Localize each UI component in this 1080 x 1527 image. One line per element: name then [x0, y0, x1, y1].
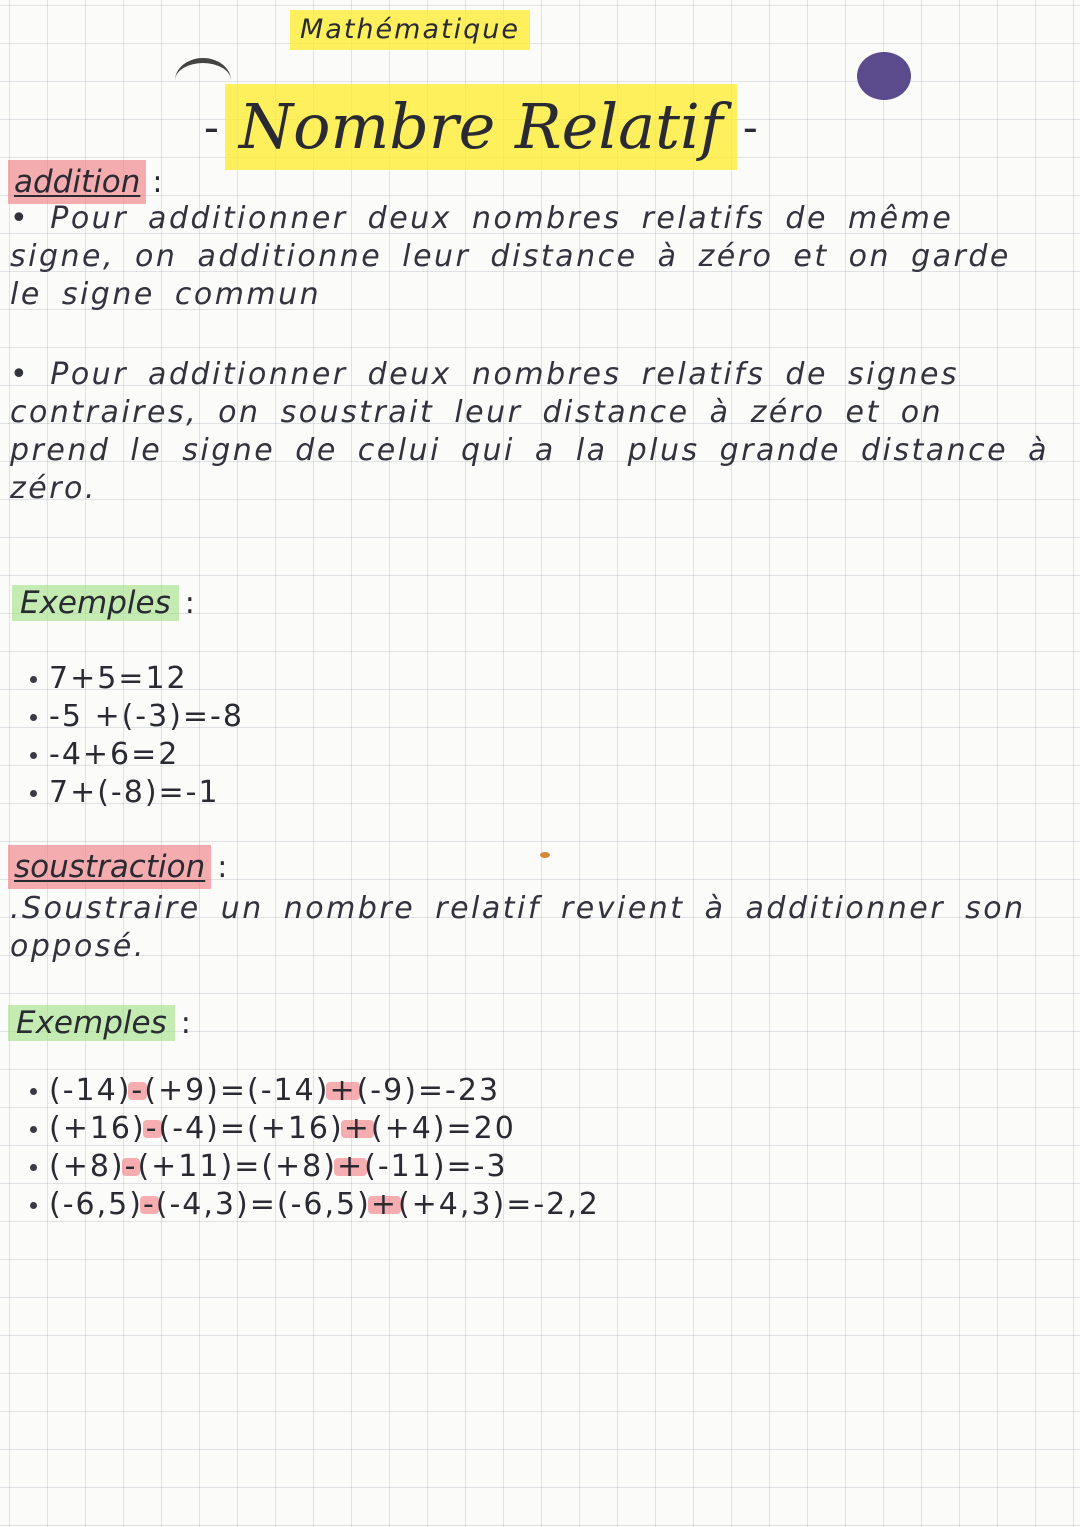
page-title: Nombre Relatif [225, 84, 737, 170]
page-title-group [198, 72, 764, 182]
list-item: (-14) - (+9)=(-14) + (-9)=-23 [30, 1072, 600, 1110]
binder-hole [857, 52, 911, 100]
addition-heading [8, 160, 162, 204]
bullet-icon [30, 1088, 37, 1095]
subtraction-label: soustraction [8, 845, 211, 889]
bullet-icon [30, 676, 37, 683]
plus-operator: + [343, 1111, 371, 1146]
list-item: (-6,5) - (-4,3)=(-6,5) + (+4,3)=-2,2 [30, 1186, 600, 1224]
bullet-icon [30, 1164, 37, 1171]
bullet-icon [30, 790, 37, 797]
minus-operator: - [124, 1149, 138, 1184]
paper-speck [540, 852, 550, 858]
list-item: (+8) - (+11)=(+8) + (-11)=-3 [30, 1148, 600, 1186]
addition-examples-heading: Exemples : [12, 580, 195, 626]
examples-label: Exemples [12, 585, 179, 621]
plus-operator: + [336, 1149, 365, 1184]
colon: : [217, 850, 228, 885]
examples-label: Exemples [8, 1005, 175, 1041]
list-item: 7+5=12 [30, 660, 244, 698]
colon: : [152, 165, 163, 200]
bullet-icon [30, 1126, 37, 1133]
subject-heading: Mathématique [290, 10, 530, 50]
subtraction-heading [8, 845, 227, 889]
bullet-icon [30, 1202, 37, 1209]
minus-operator: - [131, 1073, 145, 1108]
subtraction-rule: .Soustraire un nombre relatif revient à additionner son opposé. [10, 891, 1026, 964]
subtraction-examples-heading: Exemples : [8, 1000, 191, 1046]
bullet-icon [30, 714, 37, 721]
bullet-icon [30, 752, 37, 759]
addition-label: addition [8, 160, 146, 204]
list-item: (+16) - (-4)=(+16) + (+4)=20 [30, 1110, 600, 1148]
title-dash-right: - [742, 101, 758, 153]
list-item: -5 +(-3)=-8 [30, 698, 244, 736]
list-item: -4+6=2 [30, 736, 244, 774]
addition-examples-list [30, 660, 244, 812]
plus-operator: + [370, 1187, 398, 1222]
minus-operator: - [145, 1111, 159, 1146]
plus-operator: + [329, 1073, 357, 1108]
addition-rule-opposite-signs: • Pour additionner deux nombres relatifs de signes contraires, on soustrait leur distance à zéro et on prend le signe de celui qui a la plus grande distance à zéro. [10, 357, 1049, 506]
subtraction-examples-list [30, 1072, 600, 1224]
minus-operator: - [142, 1187, 156, 1222]
title-dash-left: - [204, 101, 219, 153]
addition-rule-same-sign: • Pour additionner deux nombres relatifs de même signe, on additionne leur distance à zéro et on garde le signe commun [10, 201, 1011, 312]
list-item: 7+(-8)=-1 [30, 774, 244, 812]
